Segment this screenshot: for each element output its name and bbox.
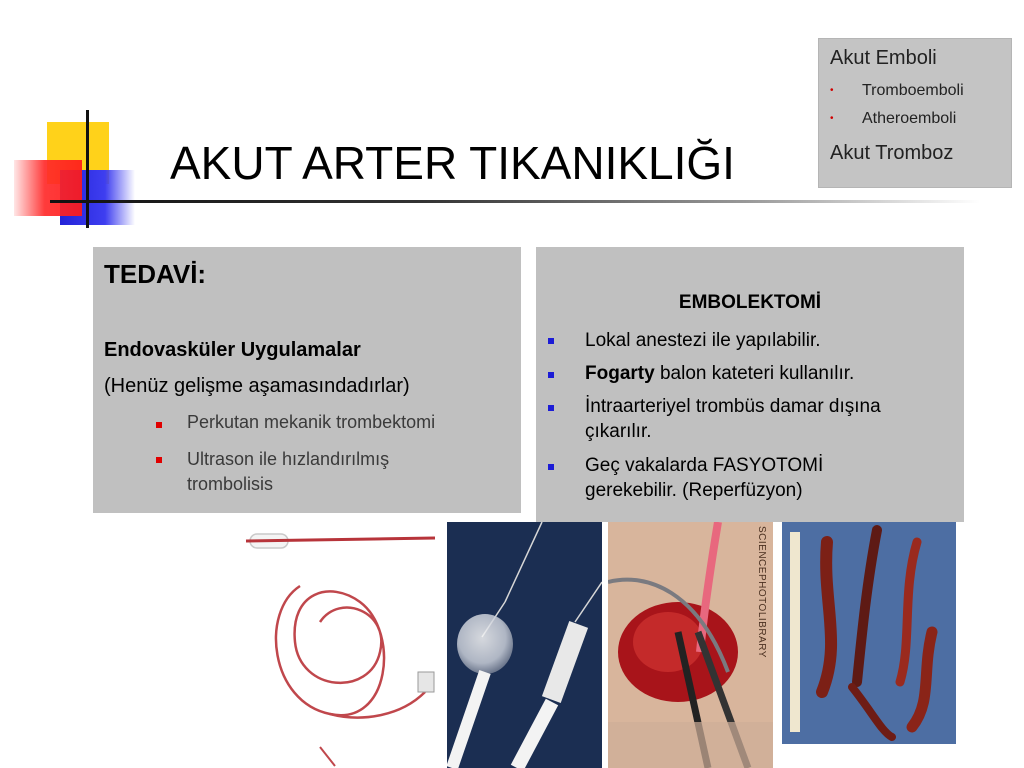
fogarty-catheter-photo — [240, 522, 440, 768]
blue-square-bullet-icon — [548, 372, 554, 378]
embolectomy-item: Geç vakalarda FASYOTOMİ gerekebilir. (Reperfüzyon) — [585, 455, 824, 501]
blue-square-bullet-icon — [548, 405, 554, 411]
bullet-item: Ultrason ile hızlandırılmış trombolisis — [187, 449, 390, 494]
decor-red-square — [14, 160, 82, 216]
bullet-item: Perkutan mekanik trombektomi — [187, 412, 436, 432]
embolectomy-item: Fogarty balon kateteri kullanılır. — [585, 363, 855, 384]
topbox-heading-emboli: Akut Emboli — [830, 47, 937, 69]
embolectomy-item: Lokal anestezi ile yapılabilir. — [585, 330, 821, 351]
title-underline — [50, 200, 980, 203]
embolism-types-box — [818, 38, 1012, 188]
embolectomy-title: EMBOLEKTOMİ — [678, 292, 822, 313]
topbox-item: • Tromboemboli — [830, 82, 964, 99]
treatment-title: TEDAVİ: — [104, 259, 207, 289]
bullet-icon: • — [830, 113, 834, 124]
photo-credit: SCIENCEPHOTOLIBRARY — [756, 526, 767, 658]
balloon-catheter-photo — [447, 522, 602, 768]
topbox-heading-tromboz: Akut Tromboz — [830, 142, 954, 164]
extracted-thrombi-photo — [782, 522, 956, 744]
topbox-item: • Atheroemboli — [830, 110, 957, 127]
blue-square-bullet-icon — [548, 464, 554, 470]
red-square-bullet-icon — [156, 457, 162, 463]
decor-vertical-line — [86, 110, 89, 228]
blue-square-bullet-icon — [548, 338, 554, 344]
endovascular-heading: Endovasküler Uygulamalar — [104, 339, 361, 361]
development-note: (Henüz gelişme aşamasındadırlar) — [104, 375, 410, 397]
red-square-bullet-icon — [156, 422, 162, 428]
treatment-panel — [93, 247, 521, 513]
surgical-embolectomy-photo — [608, 522, 773, 768]
bullet-icon: • — [830, 85, 834, 96]
slide-title: AKUT ARTER TIKANIKLIĞI — [170, 137, 735, 189]
embolectomy-panel — [536, 247, 964, 522]
embolectomy-item: İntraarteriyel trombüs damar dışına çıkarılır. — [585, 396, 881, 442]
